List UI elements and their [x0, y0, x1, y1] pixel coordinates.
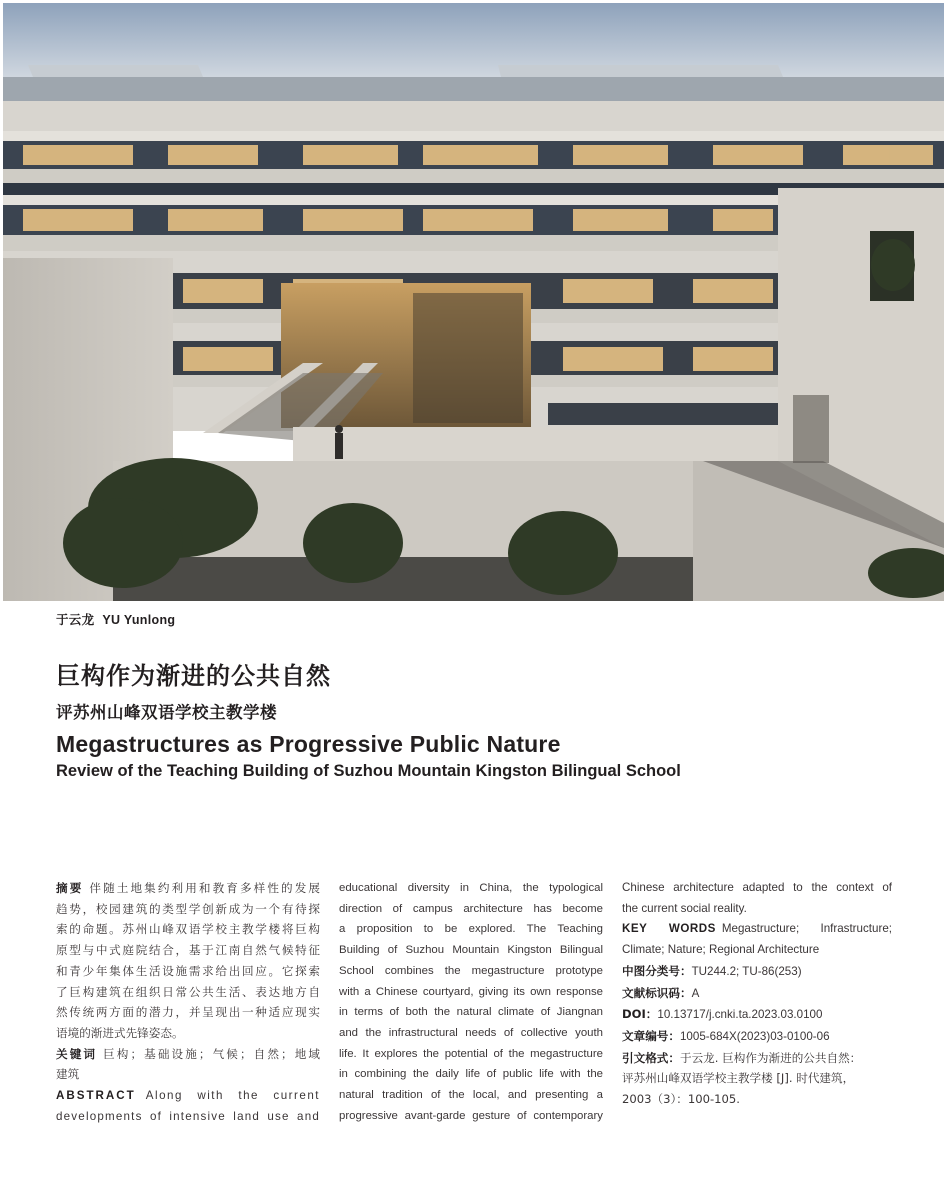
abstract-en-line: educational diversity in China, the typological	[339, 882, 603, 894]
terrace-parapet	[293, 427, 778, 461]
citation-line: 2003（3）：100-105.	[622, 1092, 740, 1107]
keywords-en-label: KEY WORDS	[622, 922, 716, 936]
roof-canopy-right	[498, 65, 783, 77]
abstract-en-label: ABSTRACT	[56, 1089, 136, 1103]
document-code: 文献标识码：A	[622, 985, 700, 1000]
keywords-zh-label: 关键词	[56, 1046, 98, 1061]
abstract-en-line: and the infrastructural needs of collective youth	[339, 1026, 603, 1039]
keywords-en-line: Climate; Nature; Regional Architecture	[622, 943, 820, 957]
roof-canopy-left	[28, 65, 203, 77]
abstract-column-2	[339, 878, 603, 1126]
abstract-zh-line: 趋势，校园建筑的类型学创新成为一个有待探	[56, 901, 320, 916]
abstract-en-line: developments of intensive land use and	[56, 1109, 320, 1123]
abstract-en-line: in combining the daily life of public life with the	[339, 1068, 603, 1081]
abstract-en-line: direction of campus architecture has become	[339, 902, 603, 915]
abstract-en-line: School combines the megastructure prototype	[339, 964, 603, 977]
abstract-zh-line: 然传统两方面的潜力，并呈现出一种适应现实	[56, 1005, 320, 1020]
abstract-en-line: progressive avant-garde gesture of contemporary	[339, 1109, 603, 1122]
abstract-zh-line: 和青少年集体生活设施需求给出回应。它探索	[56, 963, 320, 978]
keywords-en: KEY WORDS Megastructure; Infrastructure;	[622, 922, 892, 936]
abstract-zh-line: 索的命题。苏州山峰双语学校主教学楼将巨构	[56, 922, 320, 937]
abstract-zh-label: 摘要	[56, 881, 84, 895]
abstract-en-line: a proposition to be explored. The Teaching	[339, 923, 603, 936]
article-number: 文章编号：1005-684X(2023)03-0100-06	[622, 1028, 830, 1043]
abstract-en-line: ABSTRACT Along with the current	[56, 1089, 320, 1103]
subtitle-zh: 评苏州山峰双语学校主教学楼	[56, 703, 277, 722]
hero-photo	[3, 3, 944, 601]
abstract-zh-line: 了巨构建筑在组织日常公共生活、表达地方自	[56, 984, 320, 999]
abstract-en-line: natural tradition of the local, and presenting a	[339, 1089, 603, 1102]
abstract-en-line: Building of Suzhou Mountain Kingston Bilingual	[339, 944, 603, 957]
author-name-zh: 于云龙	[56, 612, 95, 627]
clc-number: 中图分类号：TU244.2; TU-86(253)	[622, 963, 802, 978]
doi: DOI：10.13717/j.cnki.ta.2023.03.0100	[622, 1007, 823, 1022]
abstract-en-line: Chinese architecture adapted to the context of	[622, 881, 892, 894]
abstract-column-1	[56, 878, 320, 1127]
citation-format: 引文格式：于云龙. 巨构作为渐进的公共自然：	[622, 1050, 862, 1065]
subtitle-en: Review of the Teaching Building of Suzhou Mountain Kingston Bilingual School	[56, 762, 681, 780]
abstract-zh-line: 原型与中式庭院结合，基于江南自然气候特征	[56, 943, 320, 958]
keywords-zh: 关键词 巨构；基础设施；气候；自然；地域	[56, 1046, 320, 1061]
abstract-en-line: life. It explores the potential of the megastructure	[339, 1047, 603, 1060]
abstract-en-line: the current social reality.	[622, 901, 747, 915]
author-byline	[56, 610, 175, 628]
abstract-zh-line: 摘要 伴随土地集约利用和教育多样性的发展	[56, 881, 320, 895]
abstract-zh-line: 语境的渐进式先锋姿态。	[56, 1025, 184, 1040]
citation-line: 评苏州山峰双语学校主教学楼 [J]. 时代建筑，	[622, 1071, 855, 1086]
title-en: Megastructures as Progressive Public Nature	[56, 731, 561, 757]
title-zh: 巨构作为渐进的公共自然	[56, 662, 331, 690]
building-photo-illustration	[3, 3, 944, 601]
abstract-en-line: in terms of both the natural climate of Jiangnan	[339, 1006, 603, 1019]
abstract-column-3	[622, 878, 892, 1110]
abstract-en-line: with a Chinese courtyard, giving its own response	[339, 985, 603, 998]
author-name-en: YU Yunlong	[102, 613, 176, 627]
keywords-zh-line: 建筑	[56, 1067, 80, 1082]
